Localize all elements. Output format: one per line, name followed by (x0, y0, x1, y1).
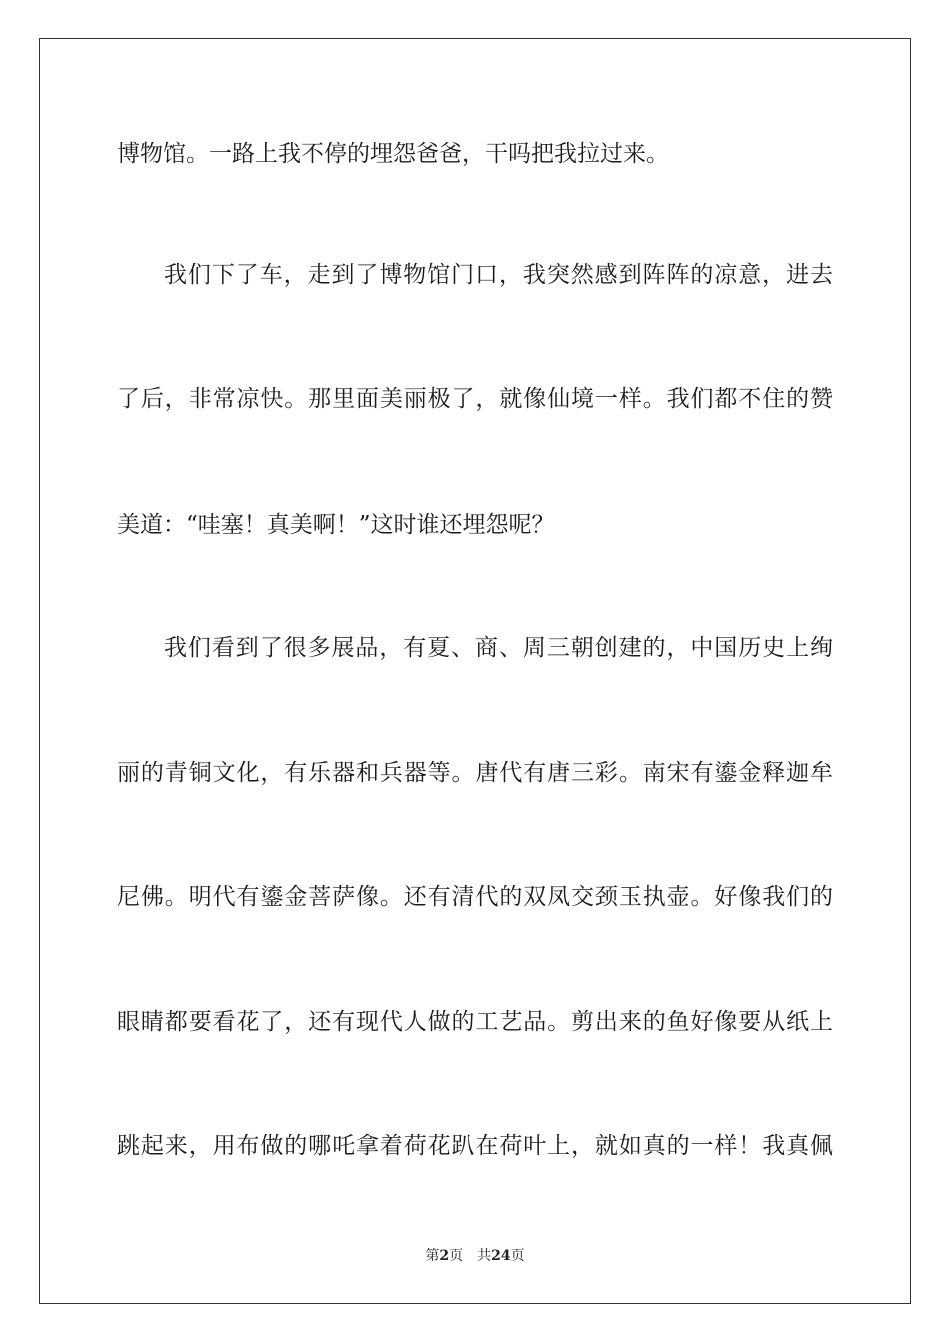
text-line-7: 尼佛。明代有鎏金菩萨像。还有清代的双凤交颈玉执壶。好像我们的 (117, 884, 833, 910)
text-line-2: 我们下了车，走到了博物馆门口，我突然感到阵阵的凉意，进去 (164, 262, 833, 288)
text-line-4: 美道：“哇塞！真美啊！”这时谁还埋怨呢？ (117, 512, 555, 538)
page-border (39, 38, 911, 1304)
page-prefix: 第 (425, 1248, 440, 1264)
total-prefix: 共 (477, 1248, 492, 1264)
text-line-6: 丽的青铜文化，有乐器和兵器等。唐代有唐三彩。南宋有鎏金释迦牟 (117, 760, 833, 786)
text-line-9: 跳起来，用布做的哪吒拿着荷花趴在荷叶上，就如真的一样！我真佩 (117, 1133, 833, 1159)
page-footer (0, 1246, 950, 1266)
total-suffix: 页 (510, 1248, 525, 1264)
current-page-number: 2 (439, 1248, 450, 1264)
text-line-1: 博物馆。一路上我不停的埋怨爸爸，干吗把我拉过来。 (117, 141, 669, 167)
text-line-3: 了后，非常凉快。那里面美丽极了，就像仙境一样。我们都不住的赞 (117, 386, 833, 412)
text-line-8: 眼睛都要看花了，还有现代人做的工艺品。剪出来的鱼好像要从纸上 (117, 1009, 833, 1035)
page-suffix: 页 (449, 1248, 464, 1264)
text-line-5: 我们看到了很多展品，有夏、商、周三朝创建的，中国历史上绚 (164, 635, 833, 661)
total-page-count: 24 (491, 1248, 511, 1264)
